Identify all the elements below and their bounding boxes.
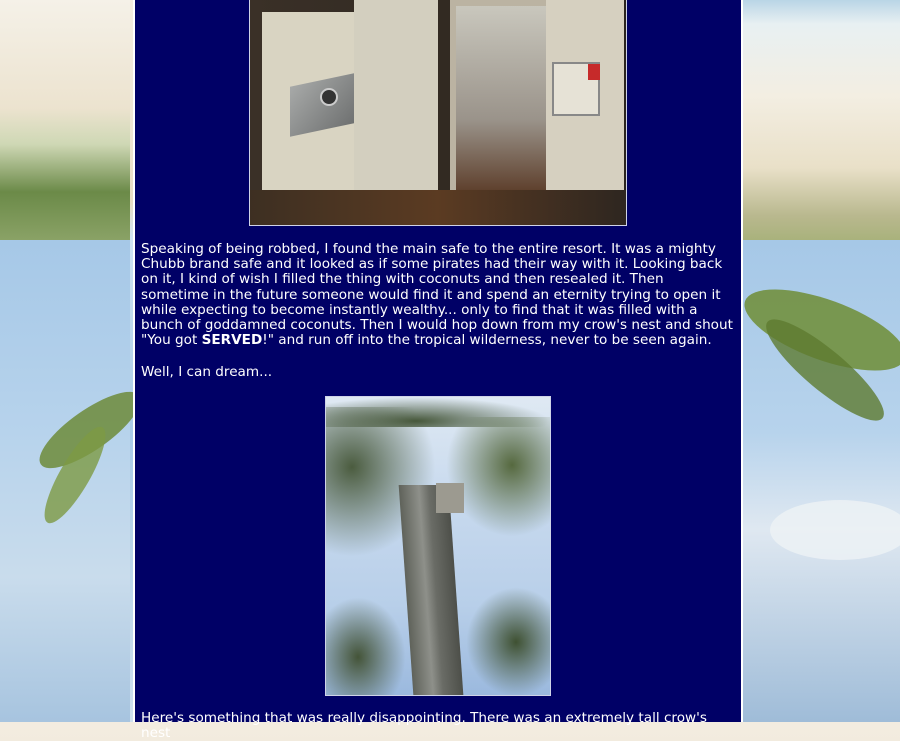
article-content bbox=[133, 0, 743, 741]
safe-dial-icon bbox=[320, 88, 338, 106]
beach-background-right-top bbox=[740, 0, 900, 240]
beach-background-left-top bbox=[0, 0, 130, 240]
paragraph-safe-text: Speaking of being robbed, I found the main safe to the entire resort. It was a mighty Chubb brand safe and it looked as if some pirates had their way with it. Looking back on it, I kind of wish I filled the thing with coconuts and then resealed it. Then sometime in the future someone would find it and spend an eternity trying to open it while expecting to become instantly wealthy... only to find that it was filled with a bunch of goddamned coconuts. Then I would hop down from my crow's nest and shout "You got bbox=[141, 241, 733, 349]
safe-photo bbox=[249, 0, 627, 226]
paragraph-emphasis: SERVED bbox=[201, 332, 263, 349]
paragraph-safe-text-end: !" and run off into the tropical wilderness, never to be seen again. bbox=[262, 332, 712, 349]
paragraph-crows-nest: Here's something that was really disappointing. There was an extremely tall crow's nest bbox=[141, 710, 707, 741]
sky-background-left bbox=[0, 240, 130, 722]
paragraph-dream: Well, I can dream... bbox=[141, 364, 273, 380]
paragraph-safe bbox=[141, 242, 735, 348]
crows-nest-photo bbox=[325, 396, 551, 696]
sky-background-right bbox=[740, 240, 900, 722]
